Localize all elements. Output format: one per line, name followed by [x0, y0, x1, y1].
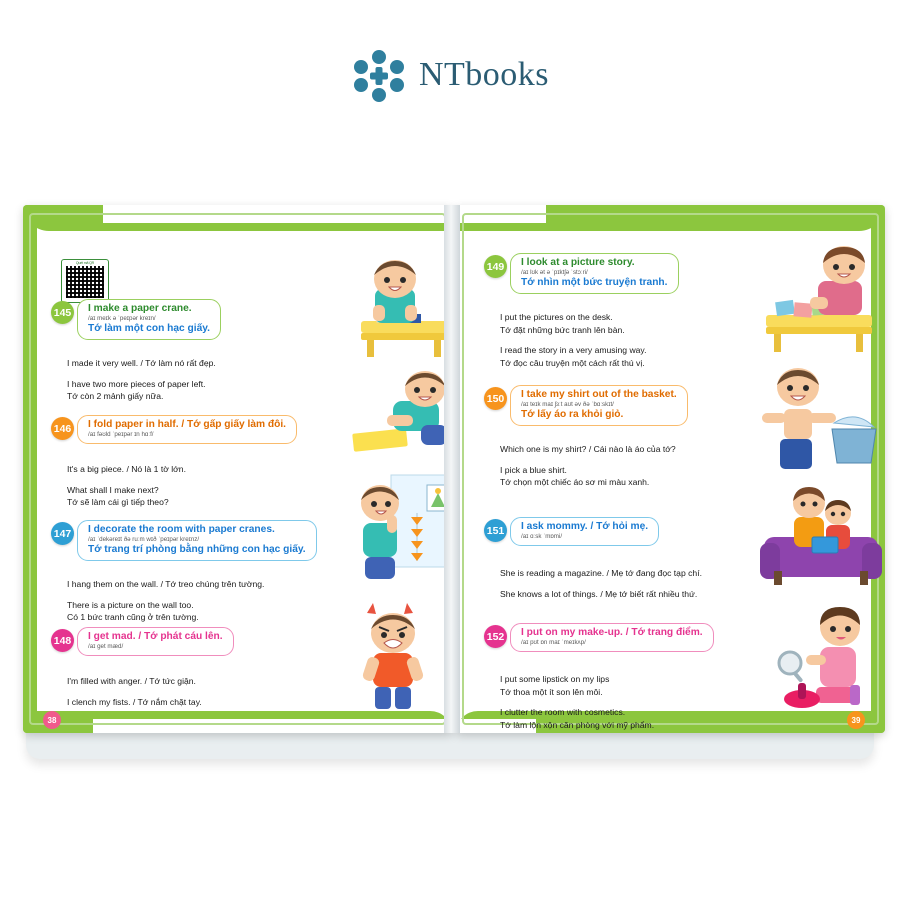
entry-number-badge: 146 — [51, 417, 74, 440]
entry-number-badge: 147 — [51, 522, 74, 545]
body-line-translation: Tớ thoa một ít son lên môi. — [500, 686, 603, 697]
headline-vietnamese: Tớ làm một con hạc giấy. — [88, 323, 210, 334]
frame-cutout — [456, 205, 546, 223]
headline-english: I put on my make-up. / Tớ trang điểm. — [521, 627, 703, 638]
body-line — [500, 464, 676, 489]
entry-headline — [77, 627, 234, 656]
headline-ipa: /aɪ ɑːsk ˈmɒmi/ — [521, 533, 563, 540]
body-line-text: I hang them on the wall. / Tớ treo chúng trên tường. — [67, 579, 265, 589]
entry-body — [67, 675, 202, 716]
left-page — [23, 205, 452, 733]
headline-english: I get mad. / Tớ phát cáu lên. — [88, 631, 223, 642]
body-line-translation: Tớ đọc câu truyện một cách rất thú vị. — [500, 357, 645, 368]
body-line — [67, 675, 202, 688]
headline-ipa: /aɪ fəʊld ˈpeɪpər ɪn hɑːf/ — [88, 431, 154, 438]
headline-vietnamese: Tớ lấy áo ra khỏi giỏ. — [521, 409, 624, 420]
right-page — [456, 205, 885, 733]
body-line-text: I have two more pieces of paper left. — [67, 378, 206, 389]
girl-reading-picture-story-illustration — [760, 245, 878, 355]
body-line-text: It's a big piece. / Nó là 1 tờ lớn. — [67, 464, 186, 474]
headline-ipa: /aɪ pʊt ɒn maɪ ˈmeɪkʌp/ — [521, 639, 586, 646]
body-line-text: I clutter the room with cosmetics. — [500, 707, 626, 717]
brand-name: NTbooks — [418, 56, 550, 93]
body-line — [67, 378, 216, 403]
body-line-text: I read the story in a very amusing way. — [500, 345, 647, 355]
body-line-text: I put the pictures on the desk. — [500, 312, 613, 322]
entry-headline — [77, 299, 221, 340]
frame-cutout — [93, 719, 452, 733]
headline-ipa: /aɪ teɪk maɪ ʃɜːt aʊt əv ðə ˈbɑːskɪt/ — [521, 401, 614, 408]
angry-boy-illustration — [343, 601, 443, 717]
entry-body — [500, 311, 646, 377]
brand-header — [0, 40, 900, 110]
entry-body — [67, 578, 264, 632]
body-line-text: I made it very well. / Tớ làm nó rất đẹp. — [67, 358, 216, 368]
body-line-text: I put some lipstick on my lips — [500, 674, 610, 684]
body-line-translation: Tớ còn 2 mảnh giấy nữa. — [67, 391, 164, 401]
entry-headline — [510, 385, 688, 426]
entry-headline — [510, 623, 714, 652]
entry-body — [500, 443, 676, 497]
headline-english: I ask mommy. / Tớ hỏi mẹ. — [521, 521, 649, 532]
qr-code-block[interactable] — [61, 259, 109, 303]
headline-english: I take my shirt out of the basket. — [521, 389, 677, 400]
body-line-text: I pick a blue shirt. — [500, 464, 567, 475]
entry-number-badge: 151 — [484, 519, 507, 542]
entry-body — [500, 567, 702, 608]
frame-cutout — [103, 205, 452, 223]
entry-number-badge: 150 — [484, 387, 507, 410]
body-line — [500, 311, 646, 336]
headline-vietnamese: Tớ trang trí phòng bằng những con hạc giấy. — [88, 544, 306, 555]
molecule-logo-icon — [351, 47, 407, 103]
body-line-translation: Có 1 bức tranh cũng ở trên tường. — [67, 612, 199, 622]
body-line — [67, 696, 202, 709]
entry-number-badge: 148 — [51, 629, 74, 652]
entry-headline — [510, 517, 659, 546]
entry-body — [500, 673, 654, 733]
headline-ipa: /aɪ ˈdekəreɪt ðə ruːm wɪð ˈpeɪpər kreɪnz/ — [88, 536, 200, 543]
body-line-translation: Tớ làm lộn xộn căn phòng với mỹ phẩm. — [500, 719, 655, 730]
body-line — [500, 673, 654, 698]
entry-body — [67, 357, 216, 411]
boy-kneeling-with-yellow-paper-illustration — [347, 367, 452, 457]
entry-headline — [77, 415, 297, 444]
body-line — [500, 588, 702, 601]
qr-caption: Quét mã QR — [75, 261, 95, 265]
boy-with-laundry-basket-illustration — [758, 363, 880, 475]
woman-applying-makeup-illustration — [760, 601, 882, 713]
body-line — [67, 357, 216, 370]
entry-body — [67, 463, 186, 517]
page-number-left: 38 — [43, 711, 61, 729]
headline-english: I fold paper in half. / Tớ gấp giấy làm đôi. — [88, 419, 286, 430]
left-page-content — [41, 235, 438, 707]
body-line-text: She is reading a magazine. / Mẹ tớ đang đọc tạp chí. — [500, 568, 702, 578]
headline-ipa: /aɪ lʊk ət ə ˈpɪktʃə ˈstɔːri/ — [521, 269, 588, 276]
entry-number-badge: 149 — [484, 255, 507, 278]
entry-headline — [77, 520, 317, 561]
page-number-right: 39 — [847, 711, 865, 729]
body-line-translation: Tớ chọn một chiếc áo sơ mi màu xanh. — [500, 477, 650, 487]
body-line-text: I clench my fists. / Tớ nắm chặt tay. — [67, 696, 202, 707]
body-line — [500, 567, 702, 580]
body-line — [67, 463, 186, 476]
body-line-text: I'm filled with anger. / Tớ tức giận. — [67, 676, 196, 686]
headline-english: I make a paper crane. — [88, 303, 192, 314]
body-line — [67, 484, 186, 509]
headline-english: I decorate the room with paper cranes. — [88, 524, 275, 535]
body-line — [500, 443, 676, 456]
headline-vietnamese: Tớ nhìn một bức truyện tranh. — [521, 277, 668, 288]
headline-ipa: /aɪ meɪk ə ˈpeɪpər kreɪn/ — [88, 315, 156, 322]
entry-number-badge: 152 — [484, 625, 507, 648]
entry-headline — [510, 253, 679, 294]
body-line-translation: Tớ đặt những bức tranh lên bàn. — [500, 324, 625, 335]
mother-and-child-on-sofa-illustration — [760, 485, 882, 591]
headline-english: I look at a picture story. — [521, 257, 635, 268]
page-frame-side — [23, 205, 37, 733]
body-line-text: Which one is my shirt? / Cái nào là áo của tớ? — [500, 444, 676, 454]
body-line — [500, 706, 654, 731]
body-line — [500, 344, 646, 369]
body-line — [67, 599, 264, 624]
headline-ipa: /aɪ ɡet mæd/ — [88, 643, 124, 650]
entry-number-badge: 145 — [51, 301, 74, 324]
body-line-text: What shall I make next? — [67, 484, 159, 495]
open-book — [18, 205, 882, 765]
body-line-translation: Tớ sẽ làm cái gì tiếp theo? — [67, 497, 169, 507]
boy-folding-paper-at-desk-illustration — [341, 259, 451, 359]
body-line — [67, 578, 264, 591]
boy-hanging-paper-cranes-illustration — [341, 473, 452, 585]
book-spine — [444, 205, 460, 733]
body-line-text: She knows a lot of things. / Mẹ tớ biết rất nhiều thứ. — [500, 588, 698, 599]
body-line-text: There is a picture on the wall too. — [67, 599, 194, 610]
qr-code-icon — [66, 266, 104, 298]
